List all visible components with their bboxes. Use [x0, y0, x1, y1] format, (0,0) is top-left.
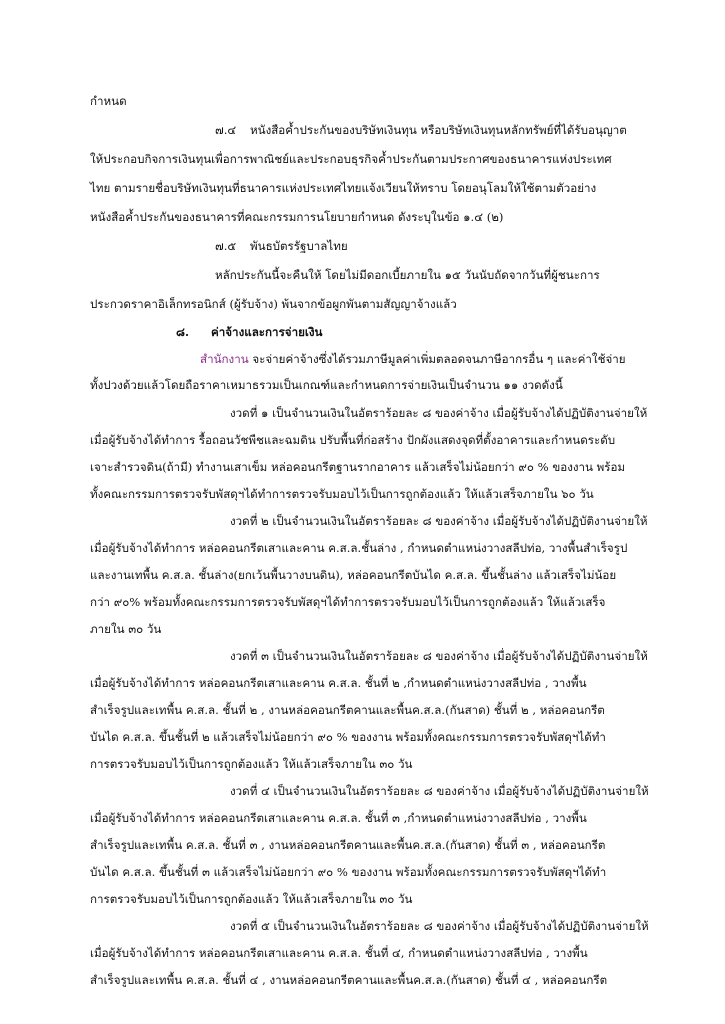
- installment-3: งวดที่ ๓ เป็นจำนวนเงินในอัตราร้อยละ ๘ ของค่าจ้าง เมื่อผู้รับจ้างได้ปฏิบัติงานจ่ายให้: [230, 649, 648, 663]
- text-line: ไทย ตามรายชื่อบริษัทเงินทุนที่ธนาคารแห่งประเทศไทยแจ้งเวียนให้ทราบ โดยอนุโลมให้ใช้ตามตัวอย่าง: [90, 181, 597, 195]
- installment-2: งวดที่ ๒ เป็นจำนวนเงินในอัตราร้อยละ ๘ ของค่าจ้าง เมื่อผู้รับจ้างได้ปฏิบัติงานจ่ายให้: [230, 514, 648, 528]
- installment-4: งวดที่ ๔ เป็นจำนวนเงินในอัตราร้อยละ ๘ ของค่าจ้าง เมื่อผู้รับจ้างได้ปฏิบัติงานจ่ายให้: [230, 784, 649, 798]
- text-line: ทั้งคณะกรรมการตรวจรับพัสดุฯได้ทำการตรวจรับมอบไว้เป็นการถูกต้องแล้ว ให้แล้วเสร็จภายใน ๖๐ วัน: [90, 487, 594, 501]
- clause-text: หนังสือค้ำประกันของบริษัทเงินทุน หรือบริษัทเงินทุนหลักทรัพย์ที่ได้รับอนุญาต: [250, 123, 627, 137]
- text-line: การตรวจรับมอบไว้เป็นการถูกต้องแล้ว ให้แล้วเสร็จภายใน ๓๐ วัน: [90, 892, 413, 906]
- text-line: หนังสือค้ำประกันของธนาคารที่คณะกรรมการนโยบายกำหนด ดังระบุในข้อ ๑.๔ (๒): [90, 210, 504, 224]
- text-line: สำเร็จรูปและเทพื้น ค.ส.ล. ชั้นที่ ๒ , งานหล่อคอนกรีตคานและพื้นค.ส.ล.(กันสาด) ชั้นที่ ๒ , หล่อคอนกรีต: [90, 703, 605, 717]
- text-line: กำหนด: [90, 94, 127, 108]
- text-line: บันได ค.ส.ล. ขึ้นชั้นที่ ๓ แล้วเสร็จไม่น้อยกว่า ๙๐ % ของงาน พร้อมทั้งคณะกรรมการตรวจรับพัสดุฯได้ทำ: [90, 865, 607, 879]
- text-line: เมื่อผู้รับจ้างได้ทำการ รื้อถอนวัชพืชและฉมดิน ปรับพื้นที่ก่อสร้าง ปักผังแสดงจุดที่ตั้งอาคารและกำหนดระดับ: [90, 433, 616, 447]
- text-line: การตรวจรับมอบไว้เป็นการถูกต้องแล้ว ให้แล้วเสร็จภายใน ๓๐ วัน: [90, 757, 413, 771]
- section-heading: [176, 323, 322, 341]
- text-line: เมื่อผู้รับจ้างได้ทำการ หล่อคอนกรีตเสาและคาน ค.ส.ล. ชั้นที่ ๓ ,กำหนดตำแหน่งวางสลีปท่อ , วางพื้น: [90, 811, 587, 825]
- clause-number: ๗.๕: [215, 239, 237, 253]
- office-highlight: สำนักงาน: [200, 352, 249, 366]
- clause-7-4: [215, 121, 627, 139]
- installment-5: งวดที่ ๕ เป็นจำนวนเงินในอัตราร้อยละ ๘ ของค่าจ้าง เมื่อผู้รับจ้างได้ปฏิบัติงานจ่ายให้: [230, 919, 649, 933]
- text-line: และงานเทพื้น ค.ส.ล. ชั้นล่าง(ยกเว้นพื้นวางบนดิน), หล่อคอนกรีตบันได ค.ส.ล. ขึ้นชั้นล่าง แล้วเสร็จไม่น้อย: [90, 568, 617, 582]
- text-line: สำเร็จรูปและเทพื้น ค.ส.ล. ชั้นที่ ๔ , งานหล่อคอนกรีตคานและพื้นค.ส.ล.(กันสาด) ชั้นที่ ๔ , หล่อคอนกรีต: [90, 973, 608, 987]
- text-line: สำเร็จรูปและเทพื้น ค.ส.ล. ชั้นที่ ๓ , งานหล่อคอนกรีตคานและพื้นค.ส.ล.(กันสาด) ชั้นที่ ๓ , หล่อคอนกรีต: [90, 838, 606, 852]
- text-line: ให้ประกอบกิจการเงินทุนเพื่อการพาณิชย์และประกอบธุรกิจค้ำประกันตามประกาศของธนาคารแห่งประเทศ: [90, 152, 612, 166]
- text-line: ประกวดราคาอิเล็กทรอนิกส์ (ผู้รับจ้าง) พ้นจากข้อผูกพันตามสัญญาจ้างแล้ว: [90, 297, 457, 311]
- text-line: หลักประกันนี้จะคืนให้ โดยไม่มีดอกเบี้ยภายใน ๑๕ วันนับถัดจากวันที่ผู้ชนะการ: [215, 268, 600, 282]
- section-title: ค่าจ้างและการจ่ายเงิน: [211, 325, 323, 339]
- text-line: ทั้งปวงด้วยแล้วโดยถือราคาเหมาธรวมเป็นเกณฑ์และกำหนดการจ่ายเงินเป็นจำนวน ๑๑ งวดดังนี้: [90, 378, 563, 392]
- clause-7-5: [215, 237, 348, 255]
- text-line: เมื่อผู้รับจ้างได้ทำการ หล่อคอนกรีตเสาและคาน ค.ส.ล.ชั้นล่าง , กำหนดตำแหน่งวางสลีปท่อ, วางพื้นสำเร็จรูป: [90, 541, 628, 555]
- text-span: จะจ่ายค่าจ้างซึ่งได้รวมภาษีมูลค่าเพิ่มตลอดจนภาษีอากรอื่น ๆ และค่าใช้จ่าย: [248, 352, 626, 366]
- clause-text: พันธบัตรรัฐบาลไทย: [250, 239, 348, 253]
- text-line: เมื่อผู้รับจ้างได้ทำการ หล่อคอนกรีตเสาและคาน ค.ส.ล. ชั้นที่ ๔, กำหนดตำแหน่งวางสลีปท่อ , วางพื้น: [90, 946, 588, 960]
- text-line: กว่า ๙๐% พร้อมทั้งคณะกรรมการตรวจรับพัสดุฯได้ทำการตรวจรับมอบไว้เป็นการถูกต้องแล้ว ให้แล้วเสร็จ: [90, 595, 606, 609]
- text-line: เมื่อผู้รับจ้างได้ทำการ หล่อคอนกรีตเสาและคาน ค.ส.ล. ชั้นที่ ๒ ,กำหนดตำแหน่งวางสลีปท่อ , วางพื้น: [90, 676, 587, 690]
- text-line: บันได ค.ส.ล. ขึ้นชั้นที่ ๒ แล้วเสร็จไม่น้อยกว่า ๙๐ % ของงาน พร้อมทั้งคณะกรรมการตรวจรับพัสดุฯได้ทำ: [90, 730, 606, 744]
- text-line: ภายใน ๓๐ วัน: [90, 622, 162, 636]
- text-line: เจาะสำรวจดิน(ถ้ามี) ทำงานเสาเข็ม หล่อคอนกรีตฐานรากอาคาร แล้วเสร็จไม่น้อยกว่า ๙๐ % ของงาน พร้อม: [90, 460, 626, 474]
- section-number: ๘.: [176, 325, 189, 339]
- text-line: [200, 350, 626, 368]
- clause-number: ๗.๔: [215, 123, 237, 137]
- installment-1: งวดที่ ๑ เป็นจำนวนเงินในอัตราร้อยละ ๘ ของค่าจ้าง เมื่อผู้รับจ้างได้ปฏิบัติงานจ่ายให้: [230, 406, 648, 420]
